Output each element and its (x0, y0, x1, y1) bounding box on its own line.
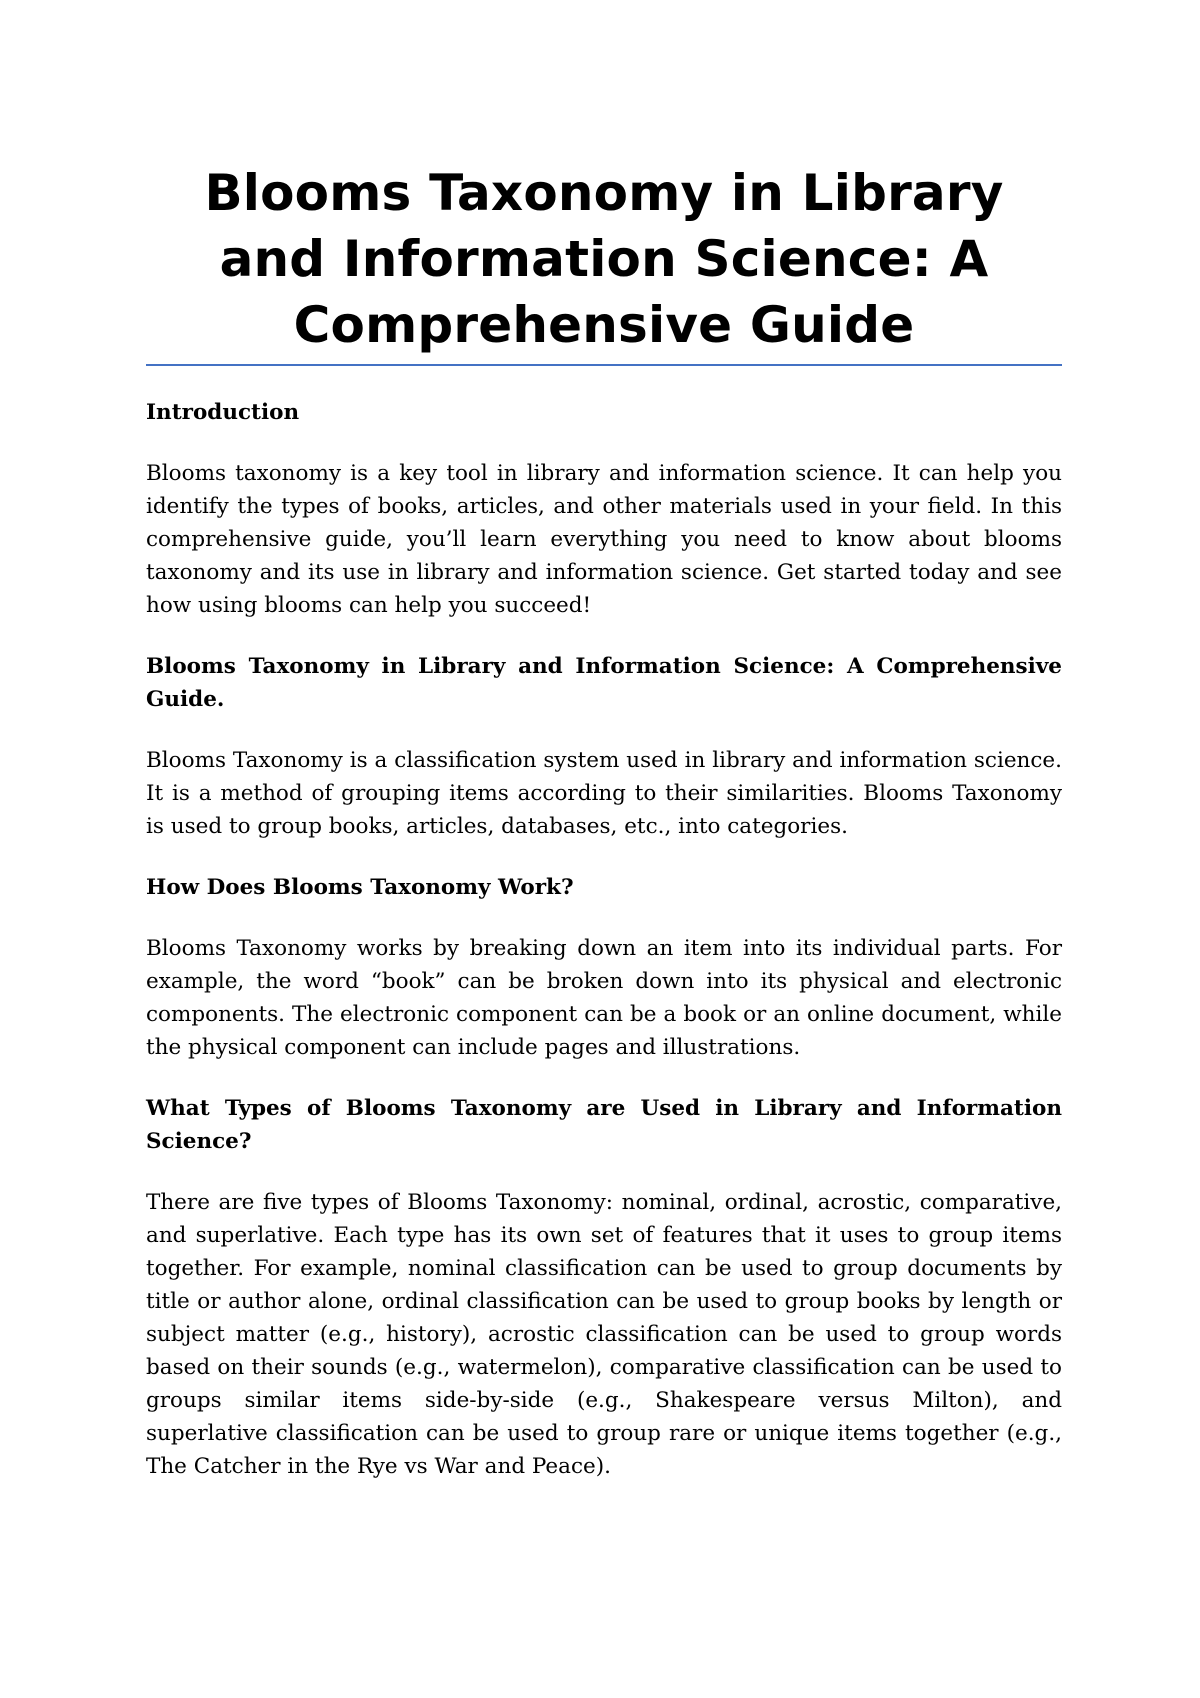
section-body-types: There are five types of Blooms Taxonomy: nominal, ordinal, acrostic, comparative, and superlative. Each type has its own set of features that it uses to group items together. For example, nominal classification can be used to group documents by title or author alone, ordinal classification can be used to group books by length or subject matter (e.g., history), acrostic classification can be used to group words based on their sounds (e.g., watermelon), comparative classification can be used to groups similar items side-by-side (e.g., Shakespeare versus Milton), and superlative classification can be used to group rare or unique items together (e.g., The Catcher in the Rye vs War and Peace). (146, 1190, 1062, 1479)
section-body-guide: Blooms Taxonomy is a classification system used in library and information science. It is a method of grouping items according to their similarities. Blooms Taxonomy is used to group books, articles, databases, etc., into categories. (146, 748, 1062, 839)
document-page (146, 160, 1062, 1511)
section-body-introduction: Blooms taxonomy is a key tool in library and information science. It can help you identify the types of books, articles, and other materials used in your field. In this comprehensive guide, you’ll learn everything you need to know about blooms taxonomy and its use in library and information science. Get started today and see how using blooms can help you succeed! (146, 461, 1062, 618)
section-heading-types: What Types of Blooms Taxonomy are Used in Library and Information Science? (146, 1096, 1062, 1154)
title-underline-rule (146, 364, 1062, 366)
section-heading-guide: Blooms Taxonomy in Library and Information Science: A Comprehensive Guide. (146, 654, 1062, 712)
document-title: Blooms Taxonomy in Library and Information Science: A Comprehensive Guide (204, 164, 1004, 354)
section-heading-how-it-works: How Does Blooms Taxonomy Work? (146, 875, 574, 900)
section-body-how-it-works: Blooms Taxonomy works by breaking down an item into its individual parts. For example, the word “book” can be broken down into its physical and electronic components. The electronic component can be a book or an online document, while the physical component can include pages and illustrations. (146, 936, 1062, 1060)
section-heading-introduction: Introduction (146, 400, 300, 425)
